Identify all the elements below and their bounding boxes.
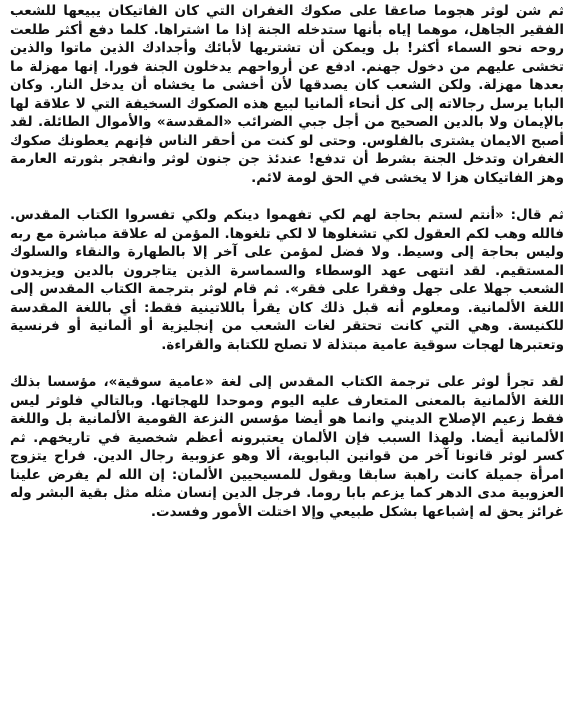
paragraph-1: ثم شن لوثر هجوما صاعقا على صكوك الغفران التي كان الفاتيكان يبيعها للشعب الفقير الجاهل، موهما إياه بأنها ستدخله الجنة إذا ما اشتراها. كلما دفع أكثر طلعت روحه نحو السماء أكثر! بل ويمكن أن تشتريها لأبائك وأجدادك الذين ماتوا والذين تخشى عليهم من دخول جهنم. ادفع عن أرواحهم يدخلون الجنة فورا. إنها مهزلة ما بعدها مهزلة. ولكن الشعب كان يصدقها لأن أخشى ما يخشاه أن يدخل النار. وكان البابا يرسل رجالاته إلى كل أنحاء ألمانيا لبيع هذه الصكوك السخيفة التي لا علاقة لها بالإيمان ولا بالدين الصحيح من أجل جبي الضرائب «المقدسة» والأموال الطائلة. لقد أصبح الايمان يشترى بالفلوس. وحتى لو كنت من أحقر الناس فإنهم يعطونك صكوك الغفران وتدخل الجنة بشرط أن تدفع! عندئذ جن جنون لوثر وانفجر بثورته العارمة وهز الفاتيكان هزا لا يخشى في الحق لومة لائم.: [10, 3, 564, 186]
paragraph-3: لقد تجرأ لوثر على ترجمة الكتاب المقدس إلى لغة «عامية سوقية»، مؤسسا بذلك اللغة الألمانية بالمعنى المتعارف عليه اليوم وموحدا للهجاتها. وبالتالي فلوثر ليس فقط زعيم الإصلاح الديني وانما هو أيضا مؤسس النزعة القومية الألمانية بل واللغة الألمانية أيضا. ولهذا السبب فإن الألمان يعتبرونه أعظم شخصية في تاريخهم. ثم كسر لوثر قانونا آخر من قوانين البابوية، ألا وهو عزوبية رجال الدين. فراح يتزوج امرأة جميلة كانت راهبة سابقا ويقول للمسيحيين الألمان: إن الله لم يفرض علينا العزوبية مدى الدهر كما يزعم بابا روما. فرجل الدين إنسان مثله مثل بقية البشر وله غرائز يحق له إشباعها بشكل طبيعي وإلا اختلت الأمور وفسدت.: [10, 374, 564, 520]
paragraph-2: ثم قال: «أنتم لستم بحاجة لهم لكي تفهموا دينكم ولكي تفسروا الكتاب المقدس. فالله وهب لكم العقول لكي تشغلوها لا لكي تلغوها. المؤمن له علاقة مباشرة مع ربه وليس بحاجة إلى وسيط. ولا فضل لمؤمن على آخر إلا بالطهارة والنقاء والسلوك المستقيم. لقد انتهى عهد الوسطاء والسماسرة الذين يتاجرون بالدين ويزيدون الشعب جهلا على جهل وفقرا على فقر». ثم قام لوثر بترجمة الكتاب المقدس إلى اللغة الألمانية. ومعلوم أنه قبل ذلك كان يقرأ باللاتينية فقط: أي باللغة المقدسة للكنيسة. وهي التي كانت تحتقر لغات الشعب من إنجليزية أو ألمانية أو فرنسية وتعتبرها لهجات سوقية عامية مبتذلة لا تصلح للكتابة والقراءة.: [10, 207, 564, 353]
